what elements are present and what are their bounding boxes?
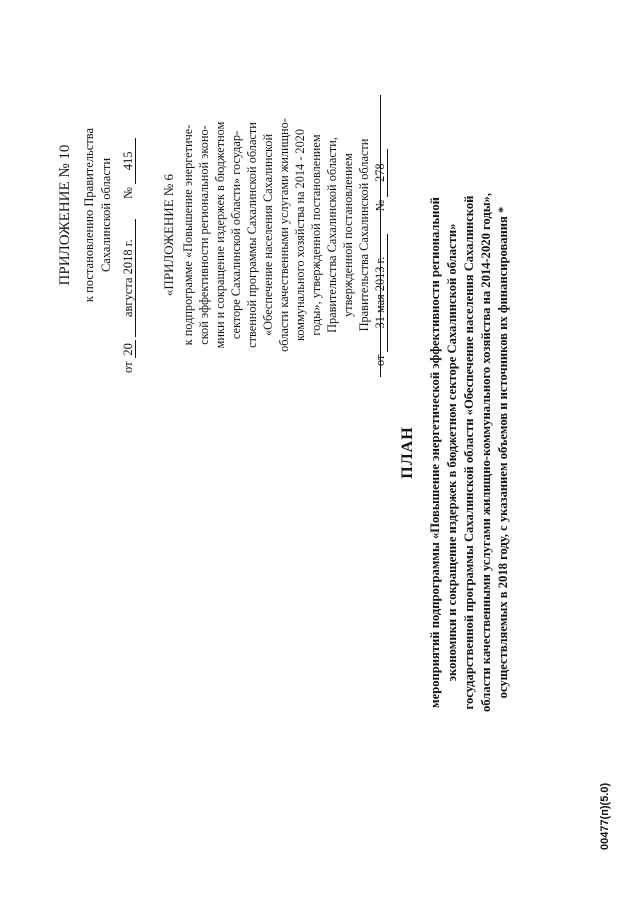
appendix-6-line: области качественными услугами жилищно- [277, 118, 291, 352]
plan-subtitle-line: государственной программы Сахалинской области «Обеспечение населения Сахалинской [462, 195, 476, 710]
appendix-6-line: секторе Сахалинской области» государ- [229, 130, 243, 340]
appendix-6-line: коммунального хозяйства на 2014 - 2020 [293, 128, 307, 342]
appendix-6-title: «ПРИЛОЖЕНИЕ № 6 [161, 173, 176, 297]
appendix-10-decree-line-1: к постановлению Правительства [82, 127, 96, 303]
appendix-10-date-day: 20 [122, 340, 136, 358]
appendix-6-line: к подпрограмме «Повышение энергетиче- [181, 124, 195, 346]
appendix-10-number: 415 [122, 138, 136, 184]
appendix-10-title: ПРИЛОЖЕНИЕ № 10 [57, 144, 73, 286]
appendix-10-date-prefix: от [121, 361, 135, 373]
appendix-6-line: годы», утвержденной постановлением [309, 134, 323, 336]
plan-subtitle-line: экономики и сокращение издержек в бюджетном секторе Сахалинской области» [445, 223, 459, 682]
appendix-10-date-line [122, 93, 136, 373]
plan-subtitle-line: осуществляемых в 2018 году, с указанием объемов и источников их финансирования * [496, 206, 510, 699]
appendix-6-line: Правительства Сахалинской области [357, 138, 371, 332]
appendix-6-number-label: № [373, 199, 387, 212]
appendix-6-date: 31 мая 2013 г. [374, 234, 388, 352]
appendix-6-divider [380, 95, 381, 377]
appendix-10-decree-line-2: Сахалинской области [99, 157, 113, 273]
appendix-6-date-prefix: от [373, 354, 387, 366]
appendix-10-date-month-year: августа 2018 г. [122, 219, 136, 337]
appendix-10-number-label: № [121, 187, 135, 199]
appendix-6-line: ской эффективности региональной эконо- [197, 125, 211, 345]
form-code: 00477(п)(5.0) [599, 782, 611, 850]
appendix-6-line: «Обеспечение населения Сахалинской [261, 133, 275, 337]
appendix-6-line: мики и сокращение издержек в бюджетном [213, 121, 227, 349]
plan-subtitle-line: области качественными услугами жилищно-коммунального хозяйства на 2014-2020 годы», [479, 192, 493, 713]
plan-title: ПЛАН [399, 426, 416, 479]
appendix-6-line: утвержденной постановлением [341, 153, 355, 317]
appendix-6-line: ственной программы Сахалинской области [245, 122, 259, 348]
plan-subtitle-line: мероприятий подпрограммы «Повышение энергетической эффективности региональной [428, 197, 442, 708]
appendix-6-number: 278 [374, 149, 388, 197]
appendix-6-line: Правительства Сахалинской области, [325, 137, 339, 333]
